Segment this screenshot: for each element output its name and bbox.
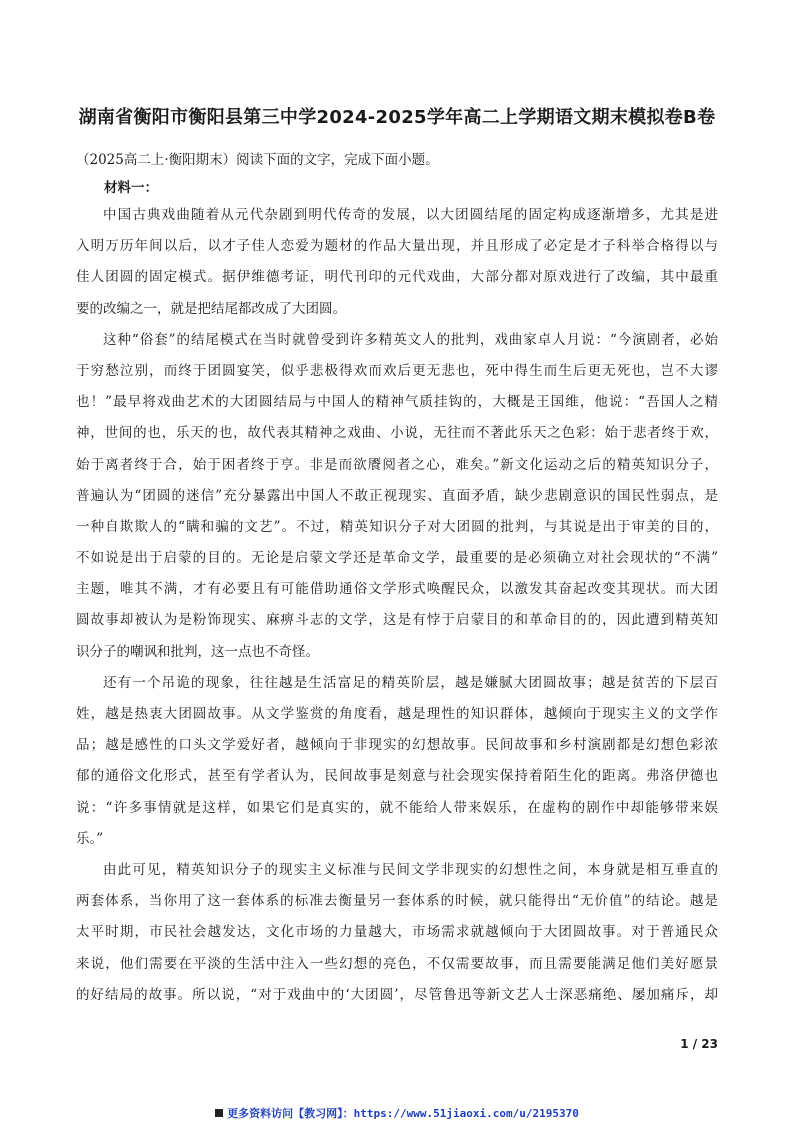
text-line: 说：“许多事情就是这样，如果它们是真实的，就不能给人带来娱乐，在虚构的剧作中却能够带来娱 [76, 799, 718, 816]
section-heading: 材料一： [104, 180, 158, 196]
text-line: 一种自欺欺人的“瞒和骗的文艺”。不过，精英知识分子对大团圆的批判，与其说是出于审美的目的， [76, 518, 718, 535]
text-line: 郁的通俗文化形式，甚至有学者认为，民间故事是刻意与社会现实保持着陌生化的距离。弗洛伊德也 [76, 768, 718, 785]
footer-link[interactable] [0, 1105, 794, 1121]
text-line: 入明万历年间以后，以才子佳人恋爱为题材的作品大量出现，并且形成了必定是才子科举合格得以与 [76, 238, 718, 255]
text-line: 品；越是感性的口头文学爱好者，越倾向于非现实的幻想故事。民间故事和乡村演剧都是幻想色彩浓 [76, 737, 718, 754]
text-line: 圆故事却被认为是粉饰现实、麻痹斗志的文学，这是有悖于启蒙目的和革命目的的，因此遭到精英知 [76, 612, 718, 629]
text-line: 也！”最早将戏曲艺术的大团圆结局与中国人的精神气质挂钩的，大概是王国维，他说：“吾国人之精 [76, 394, 718, 411]
text-line: 还有一个吊诡的现象，往往越是生活富足的精英阶层，越是嫌腻大团圆故事；越是贫苦的下层百 [103, 674, 718, 691]
page-number: 1 / 23 [680, 1037, 718, 1051]
text-line: 姓，越是热衷大团圆故事。从文学鉴赏的角度看，越是理性的知识群体，越倾向于现实主义的文学作 [76, 706, 718, 722]
text-line: 始于离者终于合，始于困者终于亨。非是而欲餍阅者之心，难矣。”新文化运动之后的精英知识分子， [76, 456, 718, 473]
text-line: 这种“俗套”的结尾模式在当时就曾受到许多精英文人的批判，戏曲家卓人月说：“今演剧者，必始 [103, 331, 718, 348]
text-line: 太平时期，市民社会越发达，文化市场的力量越大，市场需求就越倾向于大团圆故事。对于普通民众 [76, 924, 718, 941]
text-line: 的好结局的故事。所以说，“对于戏曲中的‘大团圆’，尽管鲁迅等新文艺人士深恶痛绝、屡加痛斥，却 [76, 986, 718, 1003]
text-line: 要的改编之一，就是把结尾都改成了大团圆。 [76, 300, 346, 317]
text-line: 不如说是出于启蒙的目的。无论是启蒙文学还是革命文学，最重要的是必须确立对社会现状的“不满” [76, 550, 718, 567]
text-line: 识分子的嘲讽和批判，这一点也不奇怪。 [76, 643, 319, 660]
text-line: 于穷愁泣别，而终于团圆宴笑，似乎悲极得欢而欢后更无悲也，死中得生而生后更无死也，岂不大谬 [76, 362, 718, 379]
text-line: 佳人团圆的固定模式。据伊维德考证，明代刊印的元代戏曲，大部分都对原戏进行了改编，其中最重 [76, 269, 718, 286]
text-line: 乐。” [76, 830, 104, 847]
intro-text: （2025高二上·衡阳期末）阅读下面的文字，完成下面小题。 [76, 152, 439, 168]
text-line: 普遍认为“团圆的迷信”充分暴露出中国人不敢正视现实、直面矛盾，缺少悲剧意识的国民性弱点，是 [76, 487, 718, 504]
text-line: 来说，他们需要在平淡的生活中注入一些幻想的亮色，不仅需要故事，而且需要能满足他们美好愿景 [76, 955, 718, 972]
text-line: 由此可见，精英知识分子的现实主义标准与民间文学非现实的幻想性之间，本身就是相互垂直的 [103, 861, 718, 878]
text-line: 中国古典戏曲随着从元代杂剧到明代传奇的发展，以大团圆结尾的固定构成逐渐增多，尤其是进 [103, 207, 718, 223]
text-line: 两套体系，当你用了这一套体系的标准去衡量另一套体系的时候，就只能得出“无价值”的结论。越是 [76, 893, 718, 910]
flag-icon [215, 1109, 223, 1117]
body-text [76, 200, 718, 1011]
footer-text[interactable]: 更多资料访问【教习网】：https://www.51jiaoxi.com/u/2195370 [227, 1107, 579, 1120]
text-line: 主题，唯其不满，才有必要且有可能借助通俗文学形式唤醒民众，以激发其奋起改变其现状。而大团 [76, 581, 718, 598]
document-title: 湖南省衡阳市衡阳县第三中学2024-2025学年高二上学期语文期末模拟卷B卷 [78, 107, 716, 128]
text-line: 神，世间的也，乐天的也，故代表其精神之戏曲、小说，无往而不著此乐天之色彩：始于悲者终于欢， [76, 425, 718, 442]
